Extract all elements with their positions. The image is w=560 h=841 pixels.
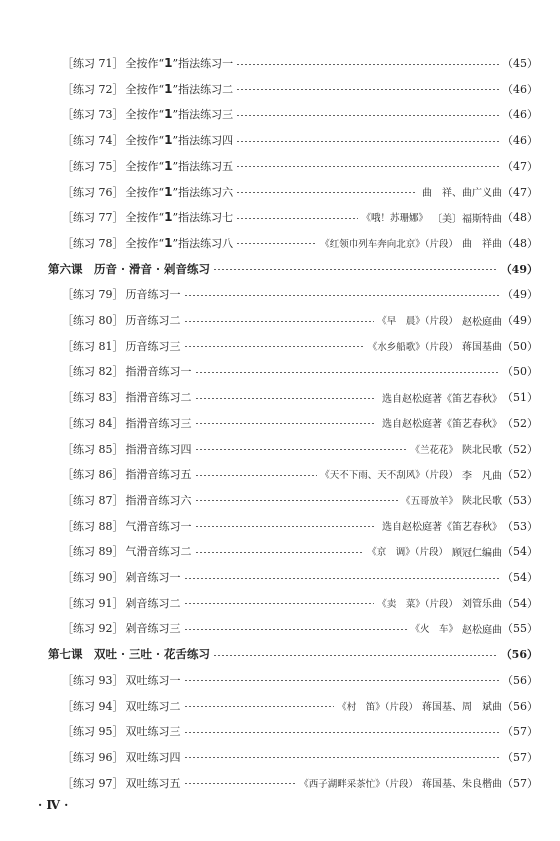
composer-credit: 陕北民歌: [462, 496, 502, 508]
toc-entry: [0, 592, 560, 614]
title-text: 剁音练习三: [125, 622, 181, 636]
exercise-title: [126, 723, 181, 739]
title-text: 指滑音练习六: [125, 493, 192, 507]
composer-credit: 顾冠仁编曲: [452, 547, 502, 559]
piece-source: 《五哥放羊》: [400, 495, 458, 507]
page-number: （55）: [502, 622, 538, 636]
title-text: 气滑音练习一: [125, 519, 192, 533]
title-text: 全按作“: [125, 211, 165, 225]
piece-source: 《天不下雨、天不刮风》（片段）: [320, 470, 458, 482]
title-text: 全按作“: [125, 185, 165, 199]
title-text: ”指法练习六: [172, 185, 234, 199]
page-number: （51）: [502, 391, 538, 405]
dot-leader: [236, 64, 499, 65]
exercise-title: [126, 620, 181, 636]
page-number: （46）: [502, 82, 538, 96]
title-text: 全按作“: [125, 159, 165, 173]
dot-leader: [195, 398, 376, 399]
exercise-number: ［练习 85］: [62, 442, 124, 456]
exercise-title: [126, 286, 181, 302]
exercise-number: ［练习 95］: [62, 725, 124, 739]
exercise-number: ［练习 79］: [62, 288, 124, 302]
toc-entry: [0, 181, 560, 203]
title-text: 剁音练习一: [125, 571, 181, 584]
title-text: 历音练习二: [125, 314, 181, 327]
exercise-title: [126, 698, 181, 714]
page-number-footer: · Ⅳ ·: [38, 798, 69, 812]
toc-entry: [0, 720, 560, 742]
toc-entry: [0, 438, 560, 460]
toc-entry: [0, 566, 560, 588]
page-number: （52）: [502, 442, 538, 456]
page-number: （48）: [502, 211, 538, 225]
exercise-number: ［练习 72］: [62, 82, 124, 96]
toc-entry: [0, 335, 560, 357]
page-number: （56）: [502, 673, 538, 687]
page-number: （53）: [502, 519, 538, 533]
exercise-title: [126, 209, 234, 225]
dot-leader: [184, 680, 500, 681]
exercise-title: [126, 415, 192, 431]
exercise-number: ［练习 93］: [62, 673, 124, 687]
page-number: （54）: [502, 596, 538, 610]
toc-entry: [0, 129, 560, 151]
toc-entry: [0, 489, 560, 511]
dot-leader: [184, 629, 408, 630]
page-number: （54）: [502, 571, 538, 584]
title-text: 指滑音练习四: [125, 442, 192, 456]
toc-entry: [0, 746, 560, 768]
piece-source: 《早 晨》（片段）: [377, 316, 458, 327]
dot-leader: [195, 372, 500, 373]
exercise-number: ［练习 86］: [62, 468, 124, 482]
exercise-number: ［练习 96］: [62, 750, 124, 764]
title-text: 指滑音练习一: [125, 365, 192, 379]
page-number: （50）: [502, 365, 538, 379]
exercise-number: ［练习 82］: [62, 365, 124, 379]
title-text: 双吐练习四: [125, 750, 181, 764]
composer-credit: 赵松庭曲: [462, 316, 502, 328]
title-text: 剁音练习二: [125, 596, 181, 610]
piece-source: 《西子湖畔采茶忙》（片段）: [299, 778, 418, 790]
title-text: ”指法练习八: [172, 236, 234, 250]
title-text: 指滑音练习二: [125, 391, 192, 405]
exercise-title: [126, 441, 192, 457]
page-number: （54）: [502, 545, 538, 559]
title-text: 双吐练习二: [125, 699, 181, 713]
dot-leader: [184, 295, 500, 296]
dot-leader: [184, 346, 365, 347]
dot-leader: [236, 243, 317, 244]
exercise-number: ［练习 73］: [62, 108, 124, 122]
toc-entry: [0, 386, 560, 408]
dot-leader: [195, 526, 376, 527]
fingering-symbol: 1: [164, 56, 173, 70]
exercise-title: [126, 363, 192, 379]
exercise-number: ［练习 74］: [62, 134, 124, 148]
composer-credit: 〔美〕福斯特曲: [432, 213, 502, 225]
dot-leader: [184, 732, 500, 733]
title-text: 全按作“: [125, 134, 165, 148]
page-number: （49）: [502, 288, 538, 302]
toc-entry: [0, 309, 560, 331]
fingering-symbol: 1: [164, 81, 173, 96]
page-number: （57）: [502, 750, 538, 764]
dot-leader: [184, 603, 375, 604]
toc-entry: [0, 412, 560, 434]
piece-source: 《京 调》（片段）: [367, 547, 448, 559]
title-text: 双吐练习一: [125, 673, 181, 687]
toc-entry: [0, 155, 560, 177]
fingering-symbol: 1: [164, 107, 173, 122]
page-number: （46）: [502, 108, 538, 122]
page-number: （56）: [500, 648, 538, 662]
fingering-symbol: 1: [164, 210, 173, 225]
dot-leader: [236, 166, 499, 167]
page-number: （47）: [502, 185, 538, 199]
page-number: （56）: [502, 699, 538, 713]
page-number: （53）: [502, 493, 538, 507]
dot-leader: [184, 757, 500, 758]
exercise-number: ［练习 75］: [62, 159, 124, 173]
exercise-title: [126, 81, 234, 97]
fingering-symbol: 1: [164, 158, 173, 173]
composer-credit: 选自赵松庭著《笛艺春秋》: [382, 522, 502, 534]
title-text: 全按作“: [125, 108, 165, 122]
page-number: （52）: [502, 468, 538, 482]
dot-leader: [184, 783, 297, 784]
composer-credit: 刘管乐曲: [462, 599, 502, 611]
page-number: （46）: [502, 134, 538, 148]
title-text: 历音练习一: [125, 288, 181, 302]
page-number: （49）: [500, 262, 538, 276]
dot-leader: [195, 423, 376, 424]
title-text: 双吐练习三: [125, 725, 181, 739]
title-text: 全按作“: [125, 82, 165, 96]
exercise-title: [126, 672, 181, 688]
dot-leader: [213, 655, 498, 656]
title-text: 全按作“: [125, 57, 165, 70]
title-text: ”指法练习三: [172, 108, 234, 122]
page-number: （57）: [502, 725, 538, 739]
exercise-number: ［练习 77］: [62, 211, 124, 225]
title-text: ”指法练习四: [172, 134, 234, 148]
page-number: （50）: [502, 339, 538, 353]
exercise-title: [126, 55, 234, 71]
piece-source: 《水乡船歌》（片段）: [367, 341, 458, 353]
toc-entry: [0, 360, 560, 382]
page-number: （47）: [502, 159, 538, 173]
exercise-number: ［练习 80］: [62, 314, 124, 327]
title-text: ”指法练习二: [172, 82, 234, 96]
section-title: 第六课 历音 · 滑音 · 剁音练习: [48, 261, 211, 276]
title-text: 指滑音练习三: [125, 416, 192, 430]
dot-leader: [195, 449, 408, 450]
toc-entry: [0, 78, 560, 100]
exercise-number: ［练习 89］: [62, 545, 124, 559]
dot-leader: [236, 141, 499, 142]
exercise-title: [126, 749, 181, 765]
toc-section-heading: [0, 643, 560, 665]
exercise-number: ［练习 81］: [62, 339, 124, 353]
toc-entry: [0, 772, 560, 794]
exercise-number: ［练习 76］: [62, 185, 124, 199]
title-text: 全按作“: [125, 236, 165, 250]
title-text: 气滑音练习二: [125, 545, 192, 559]
toc-entry: [0, 669, 560, 691]
page-number: （45）: [502, 57, 538, 70]
page-number: （52）: [502, 416, 538, 430]
dot-leader: [236, 115, 499, 116]
dot-leader: [184, 321, 375, 322]
fingering-symbol: 1: [164, 184, 173, 199]
dot-leader: [236, 192, 415, 193]
exercise-number: ［练习 92］: [62, 622, 124, 636]
exercise-title: [126, 492, 192, 508]
exercise-title: [126, 184, 234, 200]
composer-credit: 曲 祥、曲广义曲: [422, 188, 502, 199]
dot-leader: [195, 552, 365, 553]
exercise-number: ［练习 88］: [62, 519, 124, 533]
toc-entry: [0, 515, 560, 537]
exercise-number: ［练习 94］: [62, 699, 124, 713]
piece-source: 《红领巾列车奔向北京》（片段）: [320, 238, 458, 250]
toc-entry: [0, 232, 560, 254]
exercise-number: ［练习 87］: [62, 493, 124, 507]
dot-leader: [236, 218, 358, 219]
composer-credit: 李 凡曲: [462, 470, 502, 482]
section-title: 第七课 双吐 · 三吐 · 花舌练习: [48, 647, 211, 662]
composer-credit: 选自赵松庭著《笛艺春秋》: [382, 419, 502, 431]
exercise-title: [126, 569, 181, 585]
piece-source: 《卖 菜》（片段）: [377, 598, 458, 610]
exercise-title: [126, 312, 181, 328]
title-text: ”指法练习七: [172, 211, 234, 225]
dot-leader: [184, 706, 335, 707]
piece-source: 《村 笛》（片段）: [337, 701, 418, 713]
composer-credit: 陕北民歌: [462, 445, 502, 456]
page-number: （57）: [502, 776, 538, 790]
toc-entry: [0, 695, 560, 717]
piece-source: 《兰花花》: [410, 444, 458, 456]
exercise-title: [126, 595, 181, 611]
exercise-number: ［练习 78］: [62, 236, 124, 250]
composer-credit: 曲 祥曲: [462, 239, 502, 251]
exercise-title: [126, 338, 181, 354]
toc-entry: [0, 103, 560, 125]
toc-entry: [0, 283, 560, 305]
toc-entry: [0, 463, 560, 485]
exercise-title: [126, 132, 234, 148]
dot-leader: [184, 578, 500, 579]
exercise-number: ［练习 84］: [62, 416, 124, 430]
dot-leader: [213, 269, 498, 270]
exercise-number: ［练习 83］: [62, 391, 124, 405]
composer-credit: 赵松庭曲: [462, 624, 502, 636]
fingering-symbol: 1: [164, 133, 173, 148]
title-text: 双吐练习五: [125, 776, 181, 790]
title-text: 历音练习三: [125, 339, 181, 353]
exercise-title: [126, 775, 181, 791]
dot-leader: [236, 89, 499, 90]
toc-section-heading: [0, 258, 560, 280]
piece-source: 《哦！苏珊娜》: [361, 213, 428, 225]
dot-leader: [195, 475, 318, 476]
toc-entry: [0, 52, 560, 74]
exercise-title: [126, 106, 234, 122]
composer-credit: 蒋国基曲: [462, 342, 502, 354]
exercise-number: ［练习 91］: [62, 596, 124, 610]
exercise-number: ［练习 71］: [62, 57, 124, 70]
exercise-number: ［练习 97］: [62, 776, 124, 790]
exercise-number: ［练习 90］: [62, 571, 124, 584]
exercise-title: [126, 389, 192, 405]
toc-entry: [0, 617, 560, 639]
title-text: ”指法练习五: [172, 159, 234, 173]
exercise-title: [126, 158, 234, 174]
composer-credit: 选自赵松庭著《笛艺春秋》: [382, 393, 502, 405]
exercise-title: [126, 466, 192, 482]
composer-credit: 蒋国基、朱良楷曲: [422, 779, 502, 791]
page-number: （49）: [502, 314, 538, 327]
toc-entry: [0, 540, 560, 562]
composer-credit: 蒋国基、周 斌曲: [422, 702, 502, 713]
toc-entry: [0, 206, 560, 228]
fingering-symbol: 1: [164, 235, 173, 250]
exercise-title: [126, 518, 192, 534]
exercise-title: [126, 543, 192, 559]
dot-leader: [195, 500, 398, 501]
title-text: ”指法练习一: [172, 57, 234, 70]
piece-source: 《火 车》: [410, 624, 458, 636]
title-text: 指滑音练习五: [125, 468, 192, 482]
exercise-title: [126, 235, 234, 251]
page-number: （48）: [502, 236, 538, 250]
